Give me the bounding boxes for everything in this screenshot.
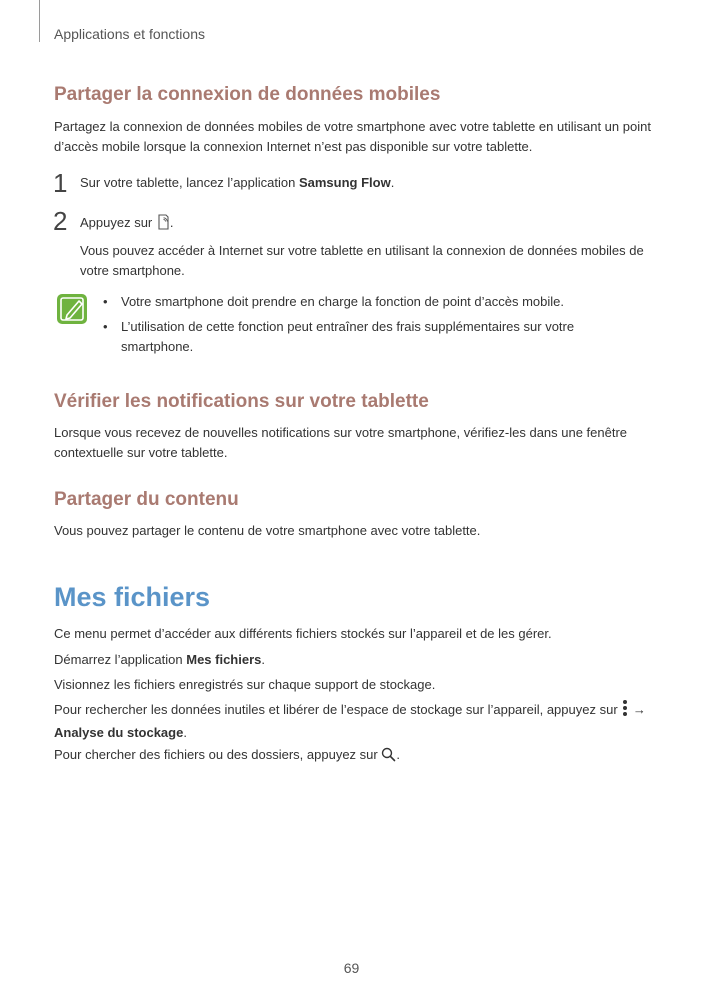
hotspot-phone-icon [156,214,170,236]
search-icon [381,747,396,768]
step-2 [80,213,650,236]
bullet: • [103,319,108,334]
section-title-share-connection: Partager la connexion de données mobiles [54,84,441,105]
my-files-p5-period: . [396,747,400,762]
my-files-p3: Visionnez les fichiers enregistrés sur chaque support de stockage. [54,677,436,692]
step-1-app-name: Samsung Flow [298,175,391,190]
my-files-p4 [54,699,659,743]
my-files-p1: Ce menu permet d’accéder aux différents fichiers stockés sur l’appareil et de les gérer. [54,626,552,641]
step-1 [80,173,650,193]
my-files-app-name: Mes fichiers [186,652,262,667]
my-files-p2-period: . [261,652,266,667]
share-content-body: Vous pouvez partager le contenu de votre smartphone avec votre tablette. [54,523,481,538]
note-item-text: L’utilisation de cette fonction peut entraîner des frais supplémentaires sur votre smartphone. [121,319,575,354]
storage-analysis-label: Analyse du stockage [54,725,184,740]
notifications-body: Lorsque vous recevez de nouvelles notifications sur votre smartphone, vérifiez-les dans une fenêtre contextuelle sur votre tablette. [54,425,628,460]
margin-rule [39,0,40,42]
my-files-p2-text: Démarrez l’application [54,652,187,667]
my-files-p5 [54,745,664,768]
share-connection-intro: Partagez la connexion de données mobiles de votre smartphone avec votre tablette en utilisant un point d’accès mobile lorsque la connexion Internet n’est pas disponible sur votre tablette. [54,119,651,154]
step-2-text: Appuyez sur [80,215,156,230]
step-number-2: 2 [53,206,68,236]
my-files-p5-text: Pour chercher des fichiers ou des dossiers, appuyez sur [54,747,382,762]
step-1-text: Sur votre tablette, lancez l’application [80,175,299,190]
more-options-icon [621,699,629,723]
note-pencil-icon [55,292,89,326]
note-item-text: Votre smartphone doit prendre en charge la fonction de point d’accès mobile. [121,294,564,309]
step-2-period: . [169,215,174,230]
note-list [103,292,643,357]
step-1-period: . [390,175,395,190]
step-number-1: 1 [53,168,68,198]
section-title-share-content: Partager du contenu [54,489,239,510]
section-title-my-files: Mes fichiers [54,582,211,612]
running-header: Applications et fonctions [54,26,205,42]
arrow: → [632,702,646,717]
page-number: 69 [343,960,360,976]
step-2-detail: Vous pouvez accéder à Internet sur votre tablette en utilisant la connexion de données mobiles de votre smartphone. [80,243,644,278]
bullet: • [103,294,108,309]
note-item [103,317,643,357]
section-title-notifications: Vérifier les notifications sur votre tablette [54,391,429,412]
my-files-p4-period: . [183,725,187,740]
note-item [103,292,643,312]
my-files-p4-text: Pour rechercher les données inutiles et libérer de l’espace de stockage sur l’appareil, appuyez sur [54,702,622,717]
my-files-p2 [54,650,664,670]
